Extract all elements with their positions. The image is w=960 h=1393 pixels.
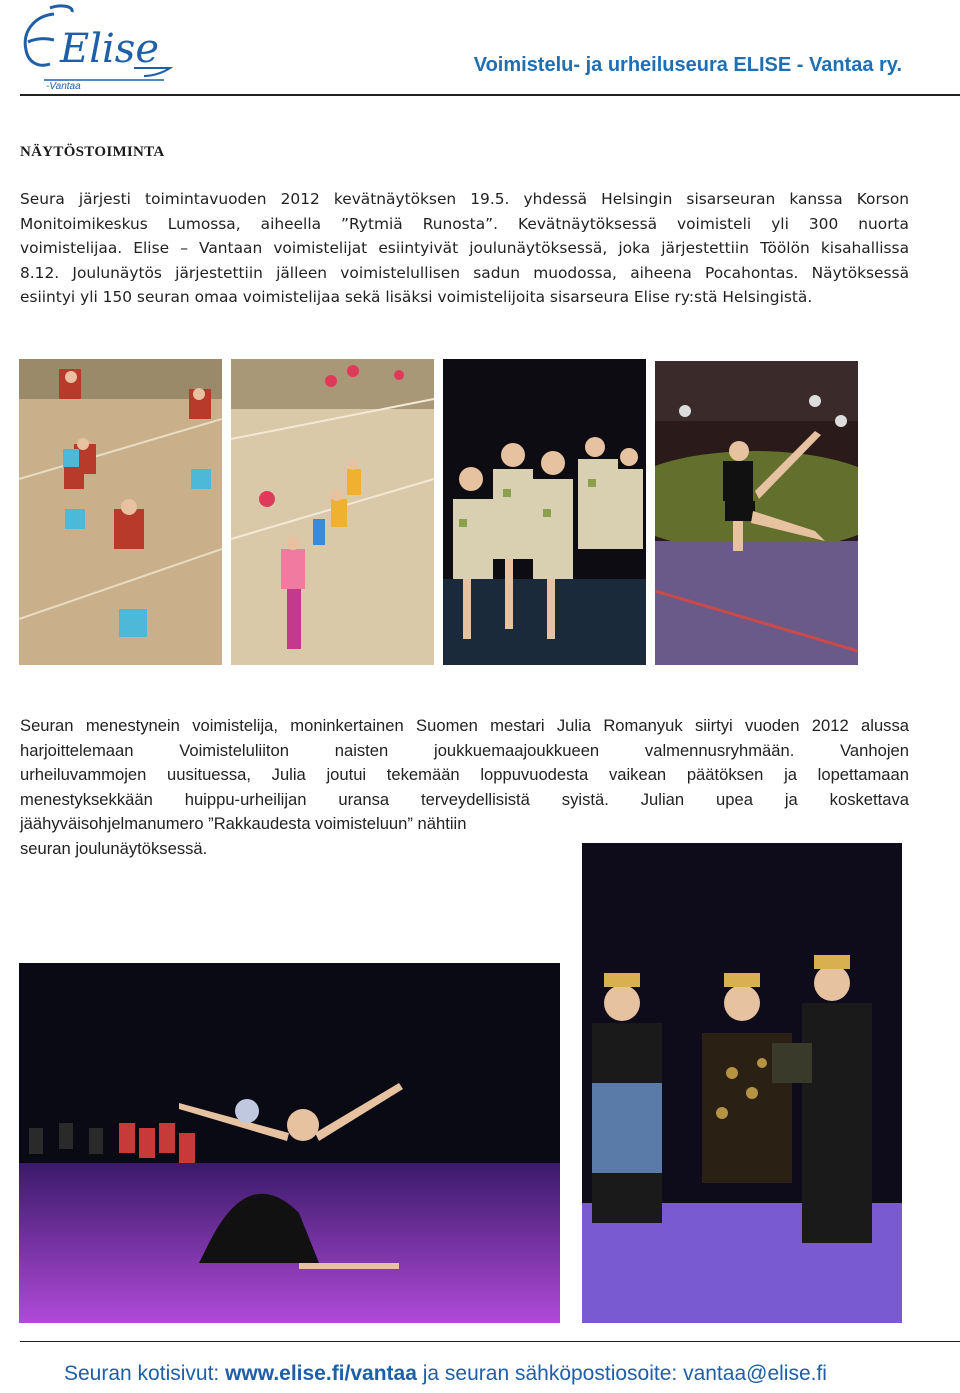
- footer-middle: ja seuran sähköpostiosoite:: [416, 1362, 684, 1385]
- header-divider: [20, 94, 960, 96]
- paragraph-line: jäähyväisohjelmanumero ”Rakkaudesta voimisteluun” nähtiin: [20, 814, 467, 833]
- paragraph-line: urheiluvammojen uusituessa, Julia joutui tekemään loppuvuodesta vaikean päätöksen ja lopettamaan: [20, 765, 909, 784]
- paragraph-line: voimistelijaa. Elise – Vantaan voimistelijat esiintyivät joulunäytöksessä, joka järjestettiin Töölön kisahallissa: [20, 239, 909, 257]
- paragraph-line: Seuran menestynein voimistelija, moninkertainen Suomen mestari Julia Romanyuk siirtyi vuoden 2012 alussa: [20, 716, 909, 735]
- section-heading: NÄYTÖSTOIMINTA: [20, 144, 165, 160]
- photo-pocahontas-group: [443, 359, 646, 665]
- photo-girls-on-buckets: [19, 359, 222, 665]
- photo-julia-performance: [19, 963, 560, 1323]
- photo-farewell-flowers: [582, 843, 902, 1323]
- paragraph-line: menestyksekkään huippu-urheilijan uransa terveydellisistä syistä. Julian upea ja koskettava: [20, 789, 909, 809]
- photo-gymnast-black-leotard: [655, 361, 858, 665]
- paragraph-shows: [20, 187, 909, 310]
- logo-text: Elise: [60, 26, 159, 72]
- logo-subtext: -Vantaa: [46, 81, 81, 92]
- elise-logo: [14, 2, 174, 94]
- website-link[interactable]: www.elise.fi/vantaa: [225, 1362, 417, 1385]
- paragraph-line: esiintyi yli 150 seuran omaa voimistelijaa sekä lisäksi voimistelijoita sisarseura Elise ry:stä Helsingistä.: [20, 288, 813, 306]
- footer-prefix: Seuran kotisivut:: [64, 1362, 226, 1385]
- paragraph-line: Seura järjesti toimintavuoden 2012 kevätnäytöksen 19.5. yhdessä Helsingin sisarseuran kanssa Korson: [20, 190, 909, 208]
- photo-gymnasts-with-balls: [231, 359, 434, 665]
- footer-contact: [64, 1362, 827, 1386]
- paragraph-line: harjoittelemaan Voimisteluliiton naisten joukkuemaajoukkueen valmennusryhmään. Vanhojen: [20, 740, 909, 760]
- paragraph-line: 8.12. Joulunäytös järjestettiin jälleen voimistelullisen sadun muodossa, aiheena Pocahontas. Näytöksessä: [20, 263, 909, 282]
- paragraph-line: Monitoimikeskus Lumossa, aiheella ”Rytmiä Runosta”. Kevätnäytöksessä voimisteli yli 300 nuorta: [20, 214, 909, 233]
- paragraph-line: seuran joulunäytöksessä.: [20, 838, 208, 858]
- footer-divider: [20, 1341, 960, 1342]
- paragraph-julia: [20, 714, 909, 861]
- organization-title: Voimistelu- ja urheiluseura ELISE - Vantaa ry.: [473, 54, 902, 76]
- email-link[interactable]: vantaa@elise.fi: [683, 1362, 827, 1385]
